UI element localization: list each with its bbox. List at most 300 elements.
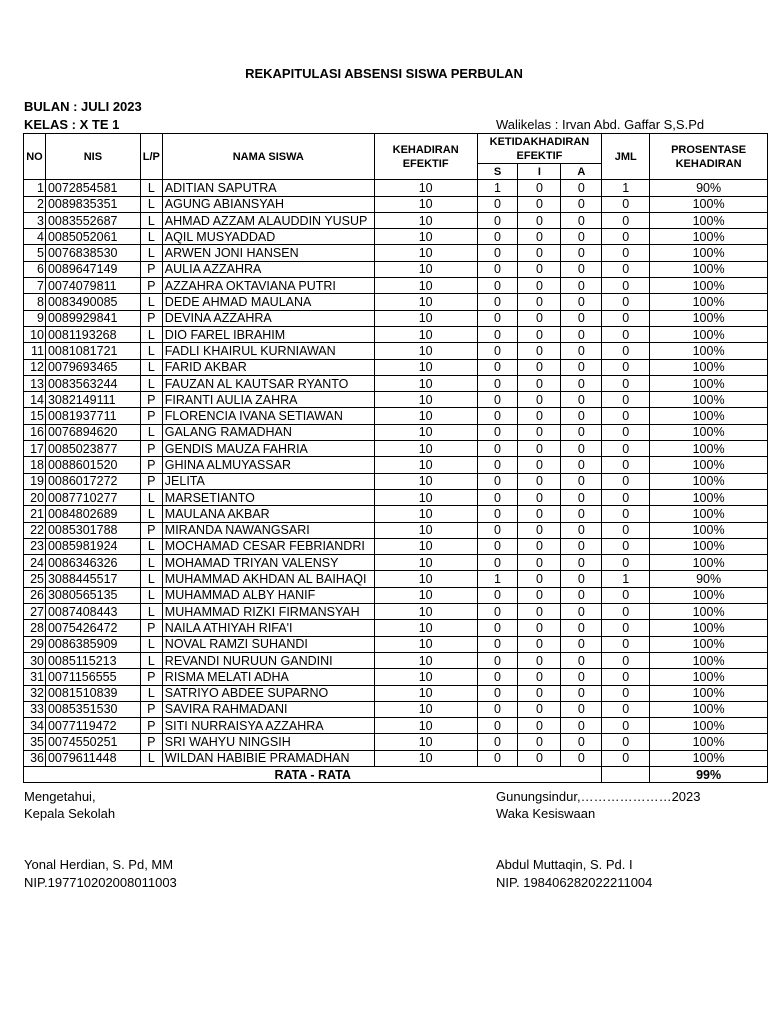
row-no: 15 <box>24 408 46 424</box>
row-attendance: 10 <box>374 310 477 326</box>
table-row <box>24 489 768 505</box>
row-gender: P <box>140 392 162 408</box>
row-nis: 0083552687 <box>45 212 140 228</box>
row-no: 12 <box>24 359 46 375</box>
row-sick: 0 <box>477 424 518 440</box>
row-percentage: 100% <box>650 587 768 603</box>
row-no: 18 <box>24 457 46 473</box>
row-gender: L <box>140 326 162 342</box>
row-absent: 0 <box>561 571 602 587</box>
row-total: 0 <box>602 652 650 668</box>
row-percentage: 100% <box>650 212 768 228</box>
row-absent: 0 <box>561 685 602 701</box>
row-name: DIO FAREL IBRAHIM <box>162 326 374 342</box>
table-row <box>24 408 768 424</box>
row-absent: 0 <box>561 294 602 310</box>
row-gender: P <box>140 669 162 685</box>
row-no: 34 <box>24 718 46 734</box>
row-percentage: 100% <box>650 620 768 636</box>
table-row <box>24 261 768 277</box>
row-attendance: 10 <box>374 636 477 652</box>
row-no: 20 <box>24 489 46 505</box>
row-attendance: 10 <box>374 620 477 636</box>
row-permission: 0 <box>518 652 561 668</box>
row-nis: 0077119472 <box>45 718 140 734</box>
row-nis: 0083490085 <box>45 294 140 310</box>
row-total: 0 <box>602 245 650 261</box>
row-nis: 0085115213 <box>45 652 140 668</box>
row-permission: 0 <box>518 343 561 359</box>
row-nis: 0081510839 <box>45 685 140 701</box>
row-total: 0 <box>602 685 650 701</box>
row-attendance: 10 <box>374 457 477 473</box>
col-header-jml: JML <box>602 134 650 180</box>
row-name: SRI WAHYU NINGSIH <box>162 734 374 750</box>
row-percentage: 100% <box>650 652 768 668</box>
row-total: 0 <box>602 669 650 685</box>
row-nis: 0089929841 <box>45 310 140 326</box>
row-nis: 0081193268 <box>45 326 140 342</box>
row-permission: 0 <box>518 555 561 571</box>
row-sick: 0 <box>477 734 518 750</box>
row-total: 0 <box>602 587 650 603</box>
row-percentage: 100% <box>650 326 768 342</box>
row-no: 32 <box>24 685 46 701</box>
row-name: GALANG RAMADHAN <box>162 424 374 440</box>
row-name: FIRANTI AULIA ZAHRA <box>162 392 374 408</box>
vice-principal-title: Waka Kesiswaan <box>496 806 596 821</box>
average-label: RATA - RATA <box>24 766 602 782</box>
col-header-lp: L/P <box>140 134 162 180</box>
row-name: SAVIRA RAHMADANI <box>162 701 374 717</box>
row-absent: 0 <box>561 620 602 636</box>
row-sick: 0 <box>477 343 518 359</box>
row-total: 0 <box>602 196 650 212</box>
row-name: AHMAD AZZAM ALAUDDIN YUSUP <box>162 212 374 228</box>
row-absent: 0 <box>561 522 602 538</box>
row-permission: 0 <box>518 261 561 277</box>
row-sick: 0 <box>477 636 518 652</box>
row-nis: 0085023877 <box>45 441 140 457</box>
row-no: 8 <box>24 294 46 310</box>
row-sick: 0 <box>477 685 518 701</box>
row-gender: L <box>140 506 162 522</box>
row-attendance: 10 <box>374 522 477 538</box>
row-permission: 0 <box>518 212 561 228</box>
row-name: AQIL MUSYADDAD <box>162 229 374 245</box>
row-total: 0 <box>602 473 650 489</box>
row-attendance: 10 <box>374 734 477 750</box>
row-attendance: 10 <box>374 278 477 294</box>
row-nis: 0086346326 <box>45 555 140 571</box>
row-name: FLORENCIA IVANA SETIAWAN <box>162 408 374 424</box>
row-nis: 0086017272 <box>45 473 140 489</box>
table-row <box>24 229 768 245</box>
row-permission: 0 <box>518 750 561 766</box>
row-percentage: 100% <box>650 278 768 294</box>
row-attendance: 10 <box>374 408 477 424</box>
row-attendance: 10 <box>374 750 477 766</box>
row-nis: 0084802689 <box>45 506 140 522</box>
row-nis: 0085981924 <box>45 538 140 554</box>
table-row <box>24 212 768 228</box>
row-attendance: 10 <box>374 571 477 587</box>
row-gender: L <box>140 604 162 620</box>
row-gender: L <box>140 424 162 440</box>
row-name: AZZAHRA OKTAVIANA PUTRI <box>162 278 374 294</box>
row-sick: 0 <box>477 620 518 636</box>
row-absent: 0 <box>561 359 602 375</box>
row-name: AULIA AZZAHRA <box>162 261 374 277</box>
row-absent: 0 <box>561 180 602 196</box>
table-row <box>24 343 768 359</box>
row-no: 27 <box>24 604 46 620</box>
row-name: MARSETIANTO <box>162 489 374 505</box>
row-gender: L <box>140 375 162 391</box>
row-permission: 0 <box>518 441 561 457</box>
row-gender: L <box>140 180 162 196</box>
col-header-nama: NAMA SISWA <box>162 134 374 180</box>
row-no: 36 <box>24 750 46 766</box>
row-nis: 0074079811 <box>45 278 140 294</box>
row-permission: 0 <box>518 701 561 717</box>
row-no: 17 <box>24 441 46 457</box>
row-no: 29 <box>24 636 46 652</box>
row-sick: 0 <box>477 212 518 228</box>
row-name: AGUNG ABIANSYAH <box>162 196 374 212</box>
table-row <box>24 571 768 587</box>
table-row <box>24 326 768 342</box>
row-percentage: 100% <box>650 669 768 685</box>
row-sick: 0 <box>477 522 518 538</box>
row-gender: P <box>140 701 162 717</box>
row-gender: P <box>140 261 162 277</box>
row-attendance: 10 <box>374 261 477 277</box>
row-permission: 0 <box>518 424 561 440</box>
row-permission: 0 <box>518 604 561 620</box>
row-total: 0 <box>602 359 650 375</box>
row-permission: 0 <box>518 326 561 342</box>
table-row <box>24 685 768 701</box>
row-sick: 0 <box>477 604 518 620</box>
row-gender: P <box>140 278 162 294</box>
row-absent: 0 <box>561 636 602 652</box>
row-nis: 0079693465 <box>45 359 140 375</box>
row-percentage: 100% <box>650 261 768 277</box>
row-permission: 0 <box>518 229 561 245</box>
row-percentage: 100% <box>650 473 768 489</box>
row-gender: L <box>140 489 162 505</box>
vice-principal-name: Abdul Muttaqin, S. Pd. I <box>496 857 633 872</box>
row-no: 5 <box>24 245 46 261</box>
principal-name: Yonal Herdian, S. Pd, MM <box>24 857 174 872</box>
row-percentage: 100% <box>650 392 768 408</box>
col-header-nis: NIS <box>45 134 140 180</box>
row-percentage: 100% <box>650 294 768 310</box>
row-sick: 0 <box>477 489 518 505</box>
row-no: 30 <box>24 652 46 668</box>
row-nis: 3082149111 <box>45 392 140 408</box>
row-no: 6 <box>24 261 46 277</box>
row-absent: 0 <box>561 734 602 750</box>
row-sick: 0 <box>477 473 518 489</box>
row-total: 0 <box>602 457 650 473</box>
row-percentage: 100% <box>650 343 768 359</box>
row-gender: L <box>140 359 162 375</box>
row-attendance: 10 <box>374 701 477 717</box>
row-name: GENDIS MAUZA FAHRIA <box>162 441 374 457</box>
row-total: 0 <box>602 278 650 294</box>
row-nis: 0076894620 <box>45 424 140 440</box>
table-row <box>24 718 768 734</box>
row-sick: 0 <box>477 196 518 212</box>
row-percentage: 100% <box>650 538 768 554</box>
row-percentage: 100% <box>650 522 768 538</box>
row-absent: 0 <box>561 489 602 505</box>
row-nis: 0085351530 <box>45 701 140 717</box>
row-percentage: 100% <box>650 229 768 245</box>
row-name: MUHAMMAD ALBY HANIF <box>162 587 374 603</box>
row-no: 33 <box>24 701 46 717</box>
row-absent: 0 <box>561 310 602 326</box>
row-attendance: 10 <box>374 555 477 571</box>
row-name: NOVAL RAMZI SUHANDI <box>162 636 374 652</box>
row-percentage: 100% <box>650 636 768 652</box>
row-percentage: 100% <box>650 701 768 717</box>
row-sick: 0 <box>477 294 518 310</box>
row-gender: L <box>140 652 162 668</box>
row-percentage: 100% <box>650 750 768 766</box>
acknowledged-label: Mengetahui, <box>24 789 96 804</box>
row-gender: P <box>140 457 162 473</box>
row-nis: 0089835351 <box>45 196 140 212</box>
table-row <box>24 310 768 326</box>
row-attendance: 10 <box>374 392 477 408</box>
row-total: 0 <box>602 343 650 359</box>
table-row <box>24 180 768 196</box>
row-name: ARWEN JONI HANSEN <box>162 245 374 261</box>
row-attendance: 10 <box>374 294 477 310</box>
table-row <box>24 457 768 473</box>
row-gender: P <box>140 408 162 424</box>
row-no: 26 <box>24 587 46 603</box>
row-gender: P <box>140 620 162 636</box>
principal-title: Kepala Sekolah <box>24 806 116 821</box>
row-sick: 0 <box>477 359 518 375</box>
row-name: JELITA <box>162 473 374 489</box>
row-percentage: 100% <box>650 245 768 261</box>
row-attendance: 10 <box>374 212 477 228</box>
row-no: 7 <box>24 278 46 294</box>
row-nis: 0079611448 <box>45 750 140 766</box>
row-gender: L <box>140 212 162 228</box>
row-sick: 0 <box>477 457 518 473</box>
row-permission: 0 <box>518 506 561 522</box>
row-sick: 0 <box>477 245 518 261</box>
row-name: FARID AKBAR <box>162 359 374 375</box>
row-percentage: 100% <box>650 310 768 326</box>
row-gender: P <box>140 718 162 734</box>
row-no: 9 <box>24 310 46 326</box>
row-total: 0 <box>602 604 650 620</box>
row-no: 1 <box>24 180 46 196</box>
row-name: ADITIAN SAPUTRA <box>162 180 374 196</box>
row-gender: P <box>140 441 162 457</box>
row-nis: 0076838530 <box>45 245 140 261</box>
table-row <box>24 359 768 375</box>
row-gender: L <box>140 685 162 701</box>
row-absent: 0 <box>561 261 602 277</box>
row-absent: 0 <box>561 441 602 457</box>
row-percentage: 100% <box>650 489 768 505</box>
row-absent: 0 <box>561 245 602 261</box>
row-percentage: 100% <box>650 555 768 571</box>
row-nis: 0072854581 <box>45 180 140 196</box>
row-nis: 0081937711 <box>45 408 140 424</box>
row-name: FAUZAN AL KAUTSAR RYANTO <box>162 375 374 391</box>
row-total: 0 <box>602 718 650 734</box>
row-total: 0 <box>602 375 650 391</box>
row-percentage: 90% <box>650 180 768 196</box>
month-label: BULAN : JULI 2023 <box>24 99 142 114</box>
row-sick: 0 <box>477 506 518 522</box>
table-row <box>24 636 768 652</box>
row-no: 21 <box>24 506 46 522</box>
row-absent: 0 <box>561 652 602 668</box>
row-gender: P <box>140 522 162 538</box>
row-no: 13 <box>24 375 46 391</box>
vice-principal-nip: NIP. 198406282022211004 <box>496 875 653 890</box>
row-attendance: 10 <box>374 473 477 489</box>
row-percentage: 100% <box>650 718 768 734</box>
row-absent: 0 <box>561 750 602 766</box>
row-percentage: 90% <box>650 571 768 587</box>
row-no: 35 <box>24 734 46 750</box>
row-nis: 0087710277 <box>45 489 140 505</box>
row-attendance: 10 <box>374 180 477 196</box>
table-row <box>24 604 768 620</box>
table-row <box>24 245 768 261</box>
row-total: 0 <box>602 229 650 245</box>
student-rows <box>24 180 768 767</box>
row-name: SITI NURRAISYA AZZAHRA <box>162 718 374 734</box>
table-row <box>24 750 768 766</box>
row-total: 0 <box>602 326 650 342</box>
row-permission: 0 <box>518 278 561 294</box>
row-nis: 0074550251 <box>45 734 140 750</box>
row-sick: 0 <box>477 408 518 424</box>
row-gender: L <box>140 196 162 212</box>
table-row <box>24 652 768 668</box>
row-total: 0 <box>602 506 650 522</box>
row-permission: 0 <box>518 734 561 750</box>
table-row <box>24 473 768 489</box>
table-row <box>24 538 768 554</box>
row-nis: 0075426472 <box>45 620 140 636</box>
table-row <box>24 392 768 408</box>
row-no: 24 <box>24 555 46 571</box>
row-absent: 0 <box>561 424 602 440</box>
average-empty-cell <box>602 766 650 782</box>
table-row <box>24 734 768 750</box>
row-absent: 0 <box>561 457 602 473</box>
row-name: MOHAMAD TRIYAN VALENSY <box>162 555 374 571</box>
row-absent: 0 <box>561 408 602 424</box>
table-row <box>24 441 768 457</box>
row-sick: 0 <box>477 278 518 294</box>
table-row <box>24 196 768 212</box>
row-permission: 0 <box>518 408 561 424</box>
row-gender: L <box>140 343 162 359</box>
row-percentage: 100% <box>650 196 768 212</box>
row-permission: 0 <box>518 375 561 391</box>
row-total: 0 <box>602 701 650 717</box>
table-row <box>24 278 768 294</box>
row-sick: 0 <box>477 326 518 342</box>
row-permission: 0 <box>518 359 561 375</box>
col-header-a: A <box>561 164 602 180</box>
row-nis: 0083563244 <box>45 375 140 391</box>
table-row <box>24 375 768 391</box>
row-nis: 0088601520 <box>45 457 140 473</box>
row-absent: 0 <box>561 229 602 245</box>
row-total: 0 <box>602 441 650 457</box>
row-permission: 0 <box>518 571 561 587</box>
col-header-kehadiran: KEHADIRAN EFEKTIF <box>374 134 477 180</box>
row-sick: 0 <box>477 669 518 685</box>
row-name: MUHAMMAD AKHDAN AL BAIHAQI <box>162 571 374 587</box>
row-absent: 0 <box>561 587 602 603</box>
row-percentage: 100% <box>650 359 768 375</box>
row-gender: P <box>140 473 162 489</box>
table-row <box>24 555 768 571</box>
row-attendance: 10 <box>374 718 477 734</box>
row-percentage: 100% <box>650 685 768 701</box>
row-total: 0 <box>602 310 650 326</box>
row-gender: L <box>140 587 162 603</box>
row-absent: 0 <box>561 196 602 212</box>
row-sick: 0 <box>477 587 518 603</box>
row-no: 28 <box>24 620 46 636</box>
place-date: Gunungsindur,…………………2023 <box>496 789 701 804</box>
row-permission: 0 <box>518 245 561 261</box>
row-sick: 1 <box>477 180 518 196</box>
principal-nip: NIP.197710202008011003 <box>24 875 177 890</box>
row-absent: 0 <box>561 392 602 408</box>
row-gender: P <box>140 310 162 326</box>
row-name: GHINA ALMUYASSAR <box>162 457 374 473</box>
row-absent: 0 <box>561 278 602 294</box>
report-title: REKAPITULASI ABSENSI SISWA PERBULAN <box>245 66 523 81</box>
row-permission: 0 <box>518 294 561 310</box>
row-permission: 0 <box>518 685 561 701</box>
row-percentage: 100% <box>650 734 768 750</box>
row-percentage: 100% <box>650 604 768 620</box>
row-no: 16 <box>24 424 46 440</box>
row-no: 31 <box>24 669 46 685</box>
row-total: 0 <box>602 408 650 424</box>
row-name: DEVINA AZZAHRA <box>162 310 374 326</box>
row-no: 2 <box>24 196 46 212</box>
col-header-i: I <box>518 164 561 180</box>
row-percentage: 100% <box>650 408 768 424</box>
row-sick: 0 <box>477 261 518 277</box>
row-absent: 0 <box>561 212 602 228</box>
row-total: 1 <box>602 180 650 196</box>
row-name: MAULANA AKBAR <box>162 506 374 522</box>
row-permission: 0 <box>518 392 561 408</box>
row-percentage: 100% <box>650 506 768 522</box>
